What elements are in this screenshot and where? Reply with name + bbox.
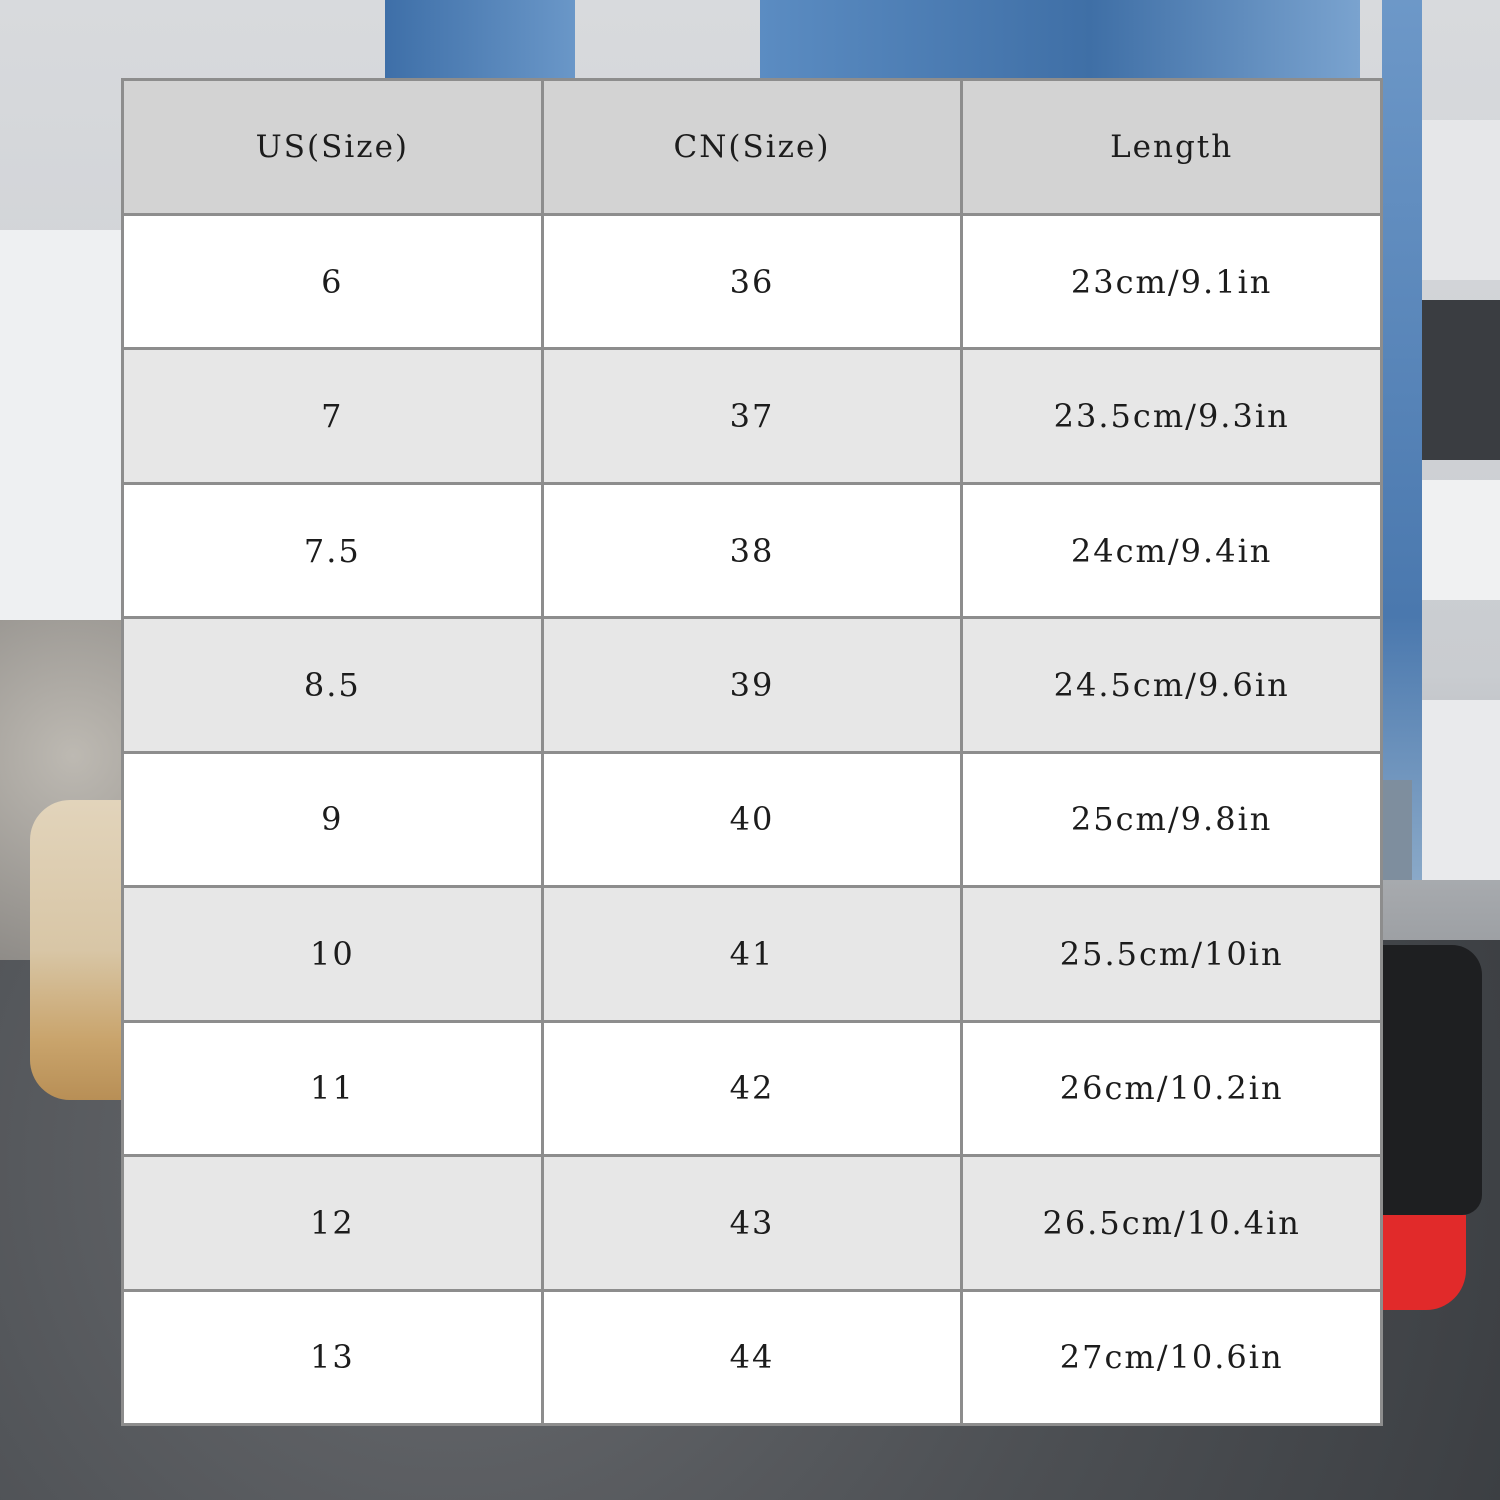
cell-length: 23.5cm/9.3in — [962, 349, 1382, 483]
cell-us-size: 8.5 — [123, 618, 543, 752]
table-row — [123, 1156, 1382, 1290]
cell-us-size: 11 — [123, 1021, 543, 1155]
cell-us-size: 9 — [123, 752, 543, 886]
cell-us-size: 10 — [123, 887, 543, 1021]
table-row — [123, 887, 1382, 1021]
cell-cn-size: 40 — [542, 752, 962, 886]
header-cn-size: CN(Size) — [542, 80, 962, 215]
cell-length: 23cm/9.1in — [962, 215, 1382, 349]
table-row — [123, 483, 1382, 617]
cell-cn-size: 39 — [542, 618, 962, 752]
table-row — [123, 1290, 1382, 1425]
cell-us-size: 6 — [123, 215, 543, 349]
jeans-cuff — [1382, 780, 1412, 880]
jeans-right-leg — [760, 0, 1360, 80]
cell-cn-size: 38 — [542, 483, 962, 617]
jeans-left-leg — [385, 0, 575, 80]
header-us-size: US(Size) — [123, 80, 543, 215]
cell-us-size: 7.5 — [123, 483, 543, 617]
left-shoe — [30, 800, 122, 1100]
cell-length: 26cm/10.2in — [962, 1021, 1382, 1155]
cell-length: 25cm/9.8in — [962, 752, 1382, 886]
cell-length: 24cm/9.4in — [962, 483, 1382, 617]
jeans-edge — [1382, 0, 1422, 880]
table-row — [123, 1021, 1382, 1155]
table-row — [123, 215, 1382, 349]
size-chart — [121, 78, 1383, 1426]
cell-length: 24.5cm/9.6in — [962, 618, 1382, 752]
cell-cn-size: 43 — [542, 1156, 962, 1290]
cell-cn-size: 41 — [542, 887, 962, 1021]
cell-us-size: 13 — [123, 1290, 543, 1425]
table-row — [123, 349, 1382, 483]
header-row — [123, 80, 1382, 215]
cell-cn-size: 37 — [542, 349, 962, 483]
right-shoe — [1382, 945, 1482, 1215]
cell-us-size: 7 — [123, 349, 543, 483]
table-row — [123, 618, 1382, 752]
cell-us-size: 12 — [123, 1156, 543, 1290]
cell-cn-size: 36 — [542, 215, 962, 349]
background-highlight — [0, 230, 122, 650]
cell-length: 25.5cm/10in — [962, 887, 1382, 1021]
cell-length: 26.5cm/10.4in — [962, 1156, 1382, 1290]
header-length: Length — [962, 80, 1382, 215]
cell-cn-size: 42 — [542, 1021, 962, 1155]
table-row — [123, 752, 1382, 886]
right-shoe-sole — [1382, 1215, 1466, 1310]
cell-cn-size: 44 — [542, 1290, 962, 1425]
size-table — [121, 78, 1383, 1426]
cell-length: 27cm/10.6in — [962, 1290, 1382, 1425]
